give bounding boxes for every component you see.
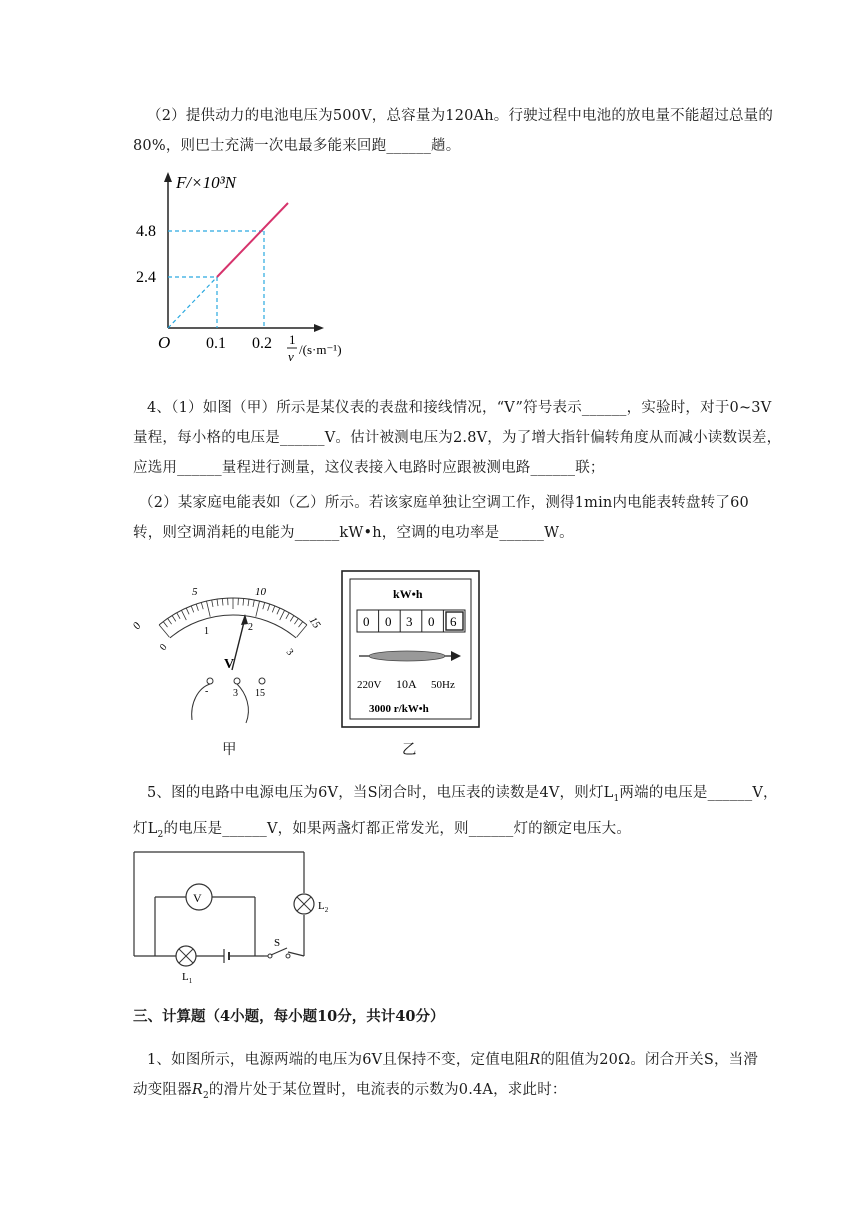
q4-part2-line1: （2）某家庭电能表如（乙）所示。若该家庭单独让空调工作，测得1min内电能表转盘转了60: [139, 495, 749, 511]
dial-tick: [286, 613, 289, 619]
dial-tick: [290, 616, 294, 622]
dial-inner-arc: [170, 615, 296, 638]
y-tick-2.4: 2.4: [136, 269, 156, 286]
dash-origin: [168, 277, 217, 328]
x-tick-0.2: 0.2: [252, 335, 272, 352]
upper-scale-10: 10: [255, 586, 266, 598]
upper-scale-0: 0: [130, 620, 144, 632]
dial-tick: [263, 603, 265, 610]
lower-scale-1: 1: [204, 626, 209, 637]
switch-label: S: [274, 937, 281, 949]
dial-tick: [186, 608, 189, 614]
terminal-label-3: 3: [233, 688, 238, 699]
upper-scale-15: 15: [306, 614, 323, 631]
dial-tick: [243, 599, 244, 606]
lamp1-label: $L_1$: [182, 971, 193, 985]
q5-line2-pre: 灯L: [133, 820, 158, 837]
dial-tick: [201, 603, 203, 610]
dial-tick: [222, 599, 223, 606]
question-5: [133, 778, 793, 850]
dial-tick: [217, 599, 218, 606]
terminal-negative: [207, 678, 213, 684]
q5-line1-pre: 5、图的电路中电源电压为6V，当S闭合时，电压表的读数是4V，则灯L: [147, 785, 614, 801]
dial-tick: [196, 604, 198, 611]
terminal-15: [259, 678, 265, 684]
lower-scale-3: 3: [283, 646, 296, 658]
calc1-line2-post: 的滑片处于某位置时，电流表的示数为0.4A，求此时：: [208, 1082, 567, 1098]
calc1-line2-pre: 动变阻器: [133, 1082, 192, 1098]
terminal-label-negative: -: [205, 686, 209, 697]
q5-line1: [133, 778, 793, 814]
q5-line2: [133, 814, 793, 850]
meter-constant: 3000 r/kW•h: [369, 703, 429, 715]
question-3-part-2: [133, 101, 793, 161]
y-axis-label: F/×10³N: [176, 173, 237, 192]
calc1-line2-sub: 2: [202, 1090, 209, 1101]
dial-tick: [272, 606, 275, 613]
terminal-label-15: 15: [255, 688, 265, 699]
meter-digit-5: 6: [450, 614, 457, 629]
dial-tick: [181, 610, 186, 620]
section-3-title: 三、计算题（4小题，每小题10分，共计40分）: [133, 1008, 445, 1025]
calculation-1: [133, 1045, 793, 1111]
dial-tick: [297, 625, 307, 637]
switch-contact-b: [286, 954, 290, 958]
dial-tick: [253, 600, 254, 607]
calc1-line1: [133, 1045, 793, 1075]
dial-tick: [268, 604, 270, 611]
lamp2-label: $L_2$: [318, 900, 329, 914]
dial-tick: [163, 622, 167, 628]
calc1-line2: [133, 1075, 793, 1111]
meter-spec-frequency: 50Hz: [431, 679, 455, 691]
calc1-resistor-r2: R: [191, 1082, 203, 1098]
calc1-line1-pre: 1、如图所示，电源两端的电压为6V且保持不变，定值电阻: [147, 1052, 530, 1068]
x-label-den: v: [288, 349, 294, 364]
dial-tick: [299, 622, 303, 628]
lower-scale-0: 0: [157, 642, 170, 653]
meter-digit-3: 3: [406, 614, 413, 629]
q5-line2-sub: 2: [157, 829, 164, 840]
meter-digit-1: 0: [363, 614, 370, 629]
q5-line1-post: 两端的电压是______V，: [619, 785, 778, 801]
voltmeter-symbol: V: [224, 657, 235, 672]
calc1-resistor-r: R: [529, 1052, 541, 1068]
q5-line1-sub: 1: [613, 793, 620, 804]
voltmeter-label: V: [193, 891, 202, 905]
lower-scale-2: 2: [248, 622, 253, 633]
meter-spec-voltage: 220V: [357, 679, 382, 691]
origin-label: O: [158, 333, 171, 352]
voltmeter-dial-figure: [128, 578, 338, 728]
dial-tick: [280, 610, 285, 620]
q4-line1: 4、（1）如图（甲）所示是某仪表的表盘和接线情况，“V”符号表示______，实验时，对于0~3V: [147, 400, 772, 416]
y-axis-arrow: [164, 172, 172, 182]
switch-lever: [271, 948, 287, 955]
x-tick-0.1: 0.1: [206, 335, 226, 352]
q4-part2-line2: 转，则空调消耗的电能为______kW•h，空调的电功率是______W。: [133, 525, 574, 541]
dial-tick: [248, 599, 249, 606]
meter-spec-current: 10A: [396, 677, 417, 691]
q3-part2-line1: （2）提供动力的电池电压为500V，总容量为120Ah。行驶过程中电池的放电量不能超过总量的: [147, 108, 774, 124]
dial-tick: [168, 618, 172, 624]
dial-tick: [172, 616, 176, 622]
dial-tick: [159, 625, 169, 637]
x-axis-arrow: [314, 324, 324, 332]
dial-tick: [207, 601, 211, 617]
y-tick-4.8: 4.8: [136, 223, 156, 240]
terminal-3: [234, 678, 240, 684]
x-label-num: 1: [289, 332, 296, 347]
q4-line2: 量程，每小格的电压是______V。估计被测电压为2.8V，为了增大指针偏转角度从而减小读数误差，: [133, 430, 782, 446]
question-4-part-2: [133, 488, 793, 548]
dial-tick: [277, 608, 280, 614]
q4-line3: 应选用______量程进行测量，这仪表接入电路时应跟被测电路______联；: [133, 460, 605, 476]
dial-tick: [177, 613, 180, 619]
wire-positive: [237, 684, 248, 723]
dial-tick: [191, 606, 194, 613]
dial-tick: [294, 618, 298, 624]
meter-unit: kW•h: [393, 587, 423, 601]
q3-part2-line2: 80%，则巴士充满一次电最多能来回跑______趟。: [133, 138, 461, 154]
question-4: [133, 393, 793, 483]
dial-tick: [212, 600, 213, 607]
meter-disc: [369, 651, 445, 661]
energy-meter-figure: [341, 570, 481, 730]
meter-digit-4: 0: [428, 614, 435, 629]
meter-digit-2: 0: [385, 614, 392, 629]
upper-scale-5: 5: [192, 586, 198, 598]
series-circuit-diagram: [128, 846, 338, 986]
force-line: [217, 203, 288, 277]
dial-tick: [256, 601, 260, 617]
caption-jia: 甲: [222, 742, 237, 758]
q5-line2-post: 的电压是______V，如果两盏灯都正常发光，则______灯的额定电压大。: [163, 820, 632, 837]
x-label-unit: /(s·m⁻¹): [299, 342, 342, 357]
caption-yi: 乙: [402, 742, 417, 758]
calc1-line1-post: 的阻值为20Ω。闭合开关S，当滑: [540, 1052, 759, 1068]
force-velocity-graph: [130, 168, 390, 368]
